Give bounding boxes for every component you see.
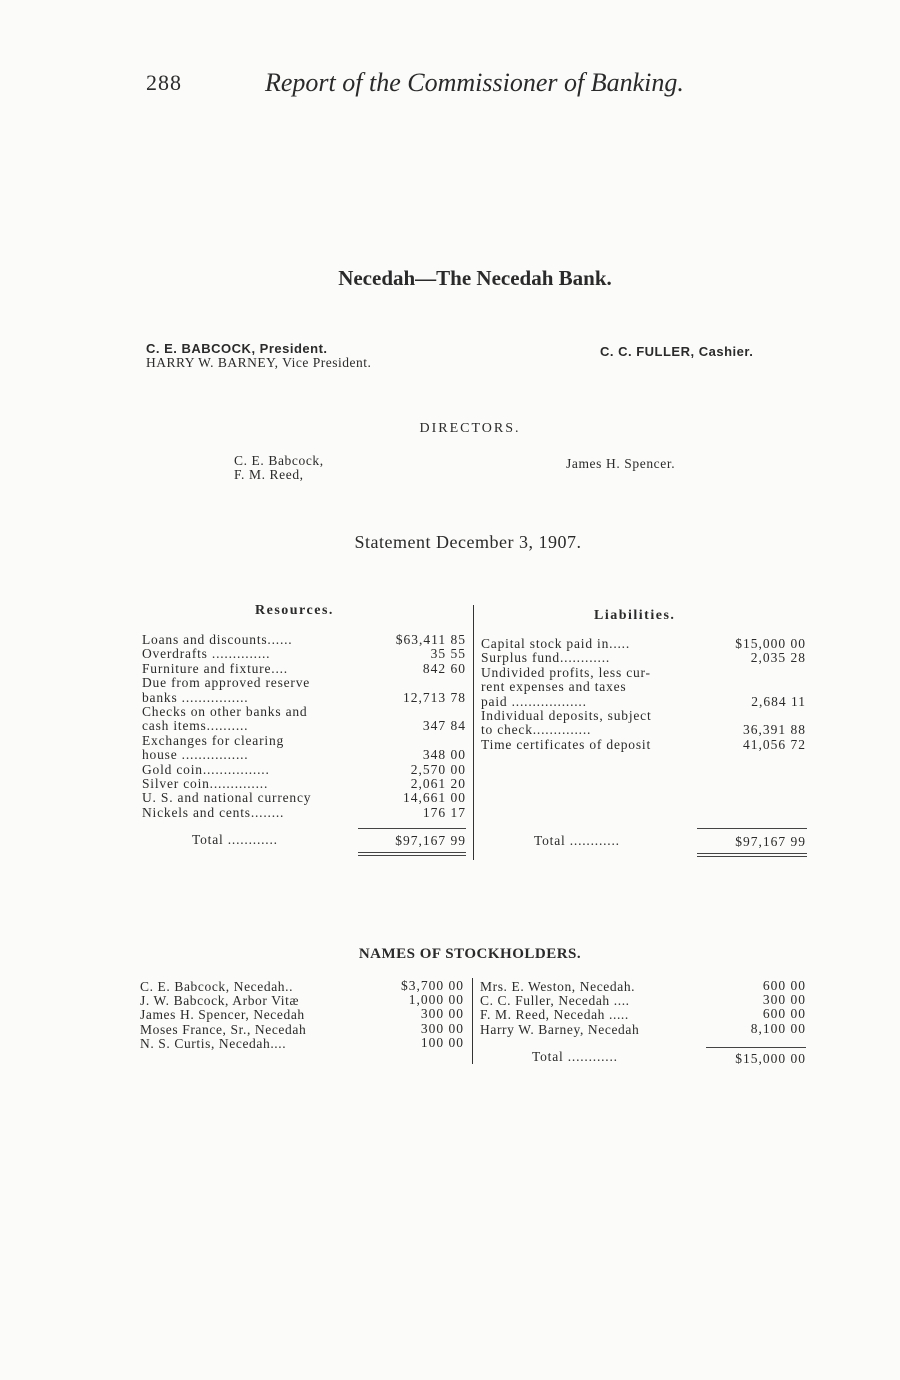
- resources-item-label: cash items..........: [142, 718, 249, 734]
- liabilities-total-rule: [697, 828, 807, 829]
- director-left-1: C. E. Babcock,: [234, 453, 324, 468]
- stockholder-left-amount: 300 00: [420, 1020, 464, 1036]
- resources-total-double-rule-2: [358, 855, 466, 856]
- liabilities-item-amount: 41,056 72: [743, 736, 806, 752]
- resources-total-double-rule-1: [358, 852, 466, 853]
- resources-item-amount: 176 17: [422, 804, 466, 820]
- resources-item-label: Gold coin................: [142, 761, 270, 777]
- liabilities-item-amount: 2,035 28: [750, 650, 806, 666]
- liabilities-item-label: Undivided profits, less cur-: [481, 664, 651, 680]
- resources-item-amount: 14,661 00: [403, 790, 466, 806]
- liabilities-item-amount: 36,391 88: [743, 722, 806, 738]
- resources-item-amount: 347 84: [422, 718, 466, 734]
- stockholder-right-label: Mrs. E. Weston, Necedah.: [480, 979, 636, 994]
- resources-item-amount: 2,061 20: [410, 776, 466, 791]
- liabilities-item-label: Individual deposits, subject: [481, 708, 652, 723]
- liabilities-heading: Liabilities.: [594, 608, 676, 623]
- liabilities-item-label: rent expenses and taxes: [481, 679, 627, 695]
- vice-president: HARRY W. BARNEY, Vice President.: [146, 355, 372, 370]
- stockholder-left-amount: 1,000 00: [408, 992, 464, 1008]
- resources-heading: Resources.: [255, 603, 334, 618]
- stockholder-right-amount: 300 00: [762, 992, 806, 1008]
- resources-item-label: Nickels and cents........: [142, 804, 285, 820]
- stockholder-right-label: F. M. Reed, Necedah .....: [480, 1007, 629, 1023]
- stockholder-left-label: J. W. Babcock, Arbor Vitæ: [140, 993, 300, 1009]
- resources-item-label: Silver coin..............: [142, 776, 269, 791]
- liabilities-item-label: to check..............: [481, 722, 592, 738]
- resources-item-label: Exchanges for clearing: [142, 732, 285, 748]
- resources-item-amount: $63,411 85: [395, 632, 466, 647]
- resources-item-label: Overdrafts ..............: [142, 646, 271, 662]
- liabilities-item-amount: 2,684 11: [751, 693, 806, 709]
- stockholder-left-amount: $3,700 00: [401, 978, 464, 993]
- stockholders-total-label: Total ............: [532, 1049, 618, 1064]
- stockholders-heading: NAMES OF STOCKHOLDERS.: [358, 946, 582, 962]
- cashier: C. C. FULLER, Cashier.: [600, 344, 754, 359]
- stockholder-right-amount: 600 00: [762, 1006, 806, 1022]
- director-right-1: James H. Spencer.: [566, 456, 676, 471]
- stockholder-right-label: C. C. Fuller, Necedah ....: [480, 993, 630, 1009]
- stockholders-total-rule: [706, 1047, 806, 1048]
- stockholder-right-amount: 8,100 00: [750, 1020, 806, 1036]
- stockholder-left-label: James H. Spencer, Necedah: [140, 1007, 305, 1023]
- director-left-2: F. M. Reed,: [234, 467, 304, 482]
- resources-total-amount: $97,167 99: [395, 833, 466, 848]
- liabilities-total-double-rule-2: [697, 856, 807, 857]
- resources-total-label: Total ............: [192, 832, 278, 847]
- stockholder-left-amount: 100 00: [420, 1034, 464, 1050]
- page-number: 288: [146, 70, 182, 95]
- stockholders-total-amount: $15,000 00: [735, 1051, 806, 1066]
- liabilities-item-label: paid ..................: [481, 693, 587, 709]
- stockholder-left-label: C. E. Babcock, Necedah..: [140, 979, 294, 994]
- resources-item-amount: 35 55: [430, 646, 466, 662]
- resources-item-label: Furniture and fixture....: [142, 660, 288, 676]
- liabilities-total-double-rule-1: [697, 853, 807, 854]
- table-divider: [473, 605, 474, 860]
- resources-item-label: Loans and discounts......: [142, 632, 293, 647]
- liabilities-item-amount: $15,000 00: [735, 636, 806, 651]
- resources-item-label: Checks on other banks and: [142, 704, 308, 719]
- statement-title: Statement December 3, 1907.: [354, 532, 582, 552]
- resources-item-amount: 2,570 00: [410, 761, 466, 777]
- resources-item-amount: 348 00: [422, 747, 466, 763]
- resources-item-amount: 12,713 78: [403, 689, 466, 705]
- liabilities-item-label: Time certificates of deposit: [481, 736, 651, 752]
- stockholder-left-amount: 300 00: [420, 1006, 464, 1022]
- stockholder-left-label: N. S. Curtis, Necedah....: [140, 1035, 287, 1051]
- resources-item-label: U. S. and national currency: [142, 790, 312, 806]
- stockholder-right-amount: 600 00: [762, 978, 806, 993]
- liabilities-total-label: Total ............: [534, 833, 620, 848]
- resources-total-rule: [358, 828, 466, 829]
- resources-item-label: banks ................: [142, 689, 249, 705]
- bank-title: Necedah—The Necedah Bank.: [338, 266, 612, 290]
- president: C. E. BABCOCK, President.: [146, 341, 328, 356]
- liabilities-item-label: Capital stock paid in.....: [481, 636, 631, 651]
- running-title: Report of the Commissioner of Banking.: [265, 68, 684, 97]
- directors-heading: DIRECTORS.: [419, 421, 521, 436]
- resources-item-amount: 842 60: [422, 660, 466, 676]
- liabilities-total-amount: $97,167 99: [735, 834, 806, 849]
- stockholders-divider: [472, 978, 473, 1064]
- stockholder-right-label: Harry W. Barney, Necedah: [480, 1021, 640, 1037]
- resources-item-label: house ................: [142, 747, 249, 763]
- liabilities-item-label: Surplus fund............: [481, 650, 611, 666]
- resources-item-label: Due from approved reserve: [142, 675, 311, 691]
- stockholder-left-label: Moses France, Sr., Necedah: [140, 1021, 307, 1037]
